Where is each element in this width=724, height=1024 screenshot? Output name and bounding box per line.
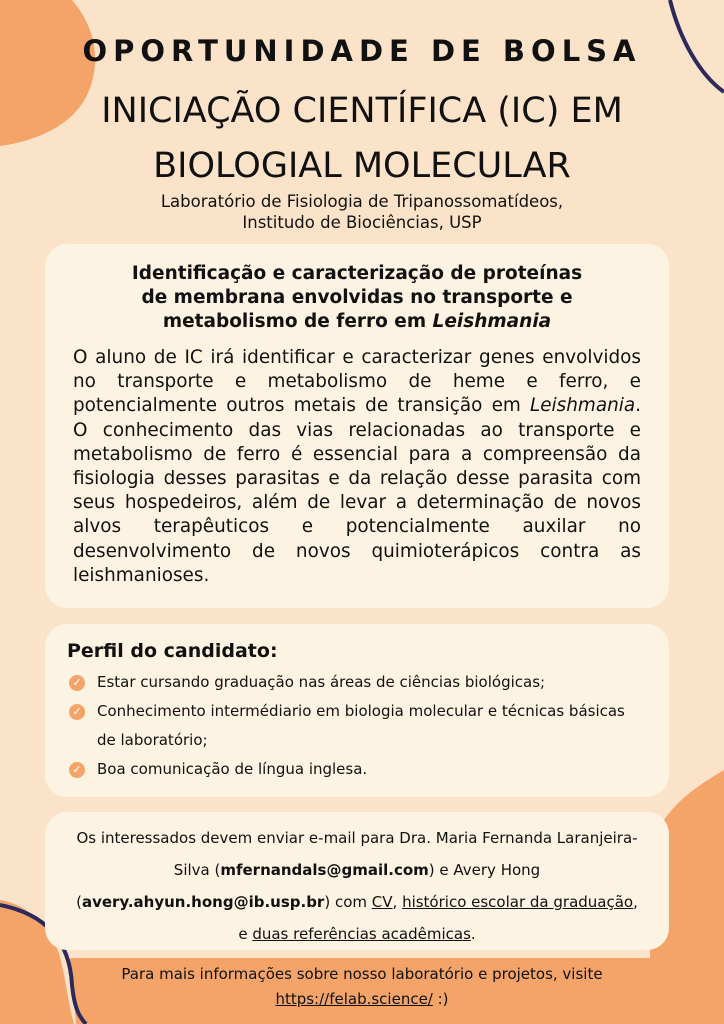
contact-part-1: Os interessados devem enviar e-mail para Dra. Maria Fernanda Laranjeira-Silva ( (76, 829, 638, 879)
project-card (45, 244, 669, 608)
contact-part-2: ) e Avery Hong ( (76, 861, 541, 911)
list-item (67, 755, 647, 784)
check-icon: ✓ (69, 762, 85, 778)
kicker-heading: OPORTUNIDADE DE BOLSA (82, 34, 642, 68)
lab-line-1: Laboratório de Fisiologia de Tripanossomatídeos, (160, 192, 564, 211)
footer (0, 962, 724, 1012)
title-line-2: BIOLOGIAL MOLECULAR (153, 146, 571, 186)
project-title-organism: Leishmania (432, 311, 552, 332)
email-link-2[interactable]: avery.ahyun.hong@ib.usp.br (81, 893, 325, 911)
contact-text (71, 822, 643, 950)
project-title-line-3: metabolismo de ferro em (162, 311, 433, 332)
profile-list (67, 668, 647, 784)
profile-heading: Perfil do candidato: (67, 640, 278, 662)
footer-text: Para mais informações sobre nosso laboratório e projetos, visite (121, 965, 603, 983)
list-item (67, 697, 647, 755)
project-description (73, 346, 641, 588)
project-title (73, 262, 641, 334)
contact-sep-2: , e (238, 893, 638, 943)
contact-end: . (470, 925, 476, 943)
referencias-link[interactable]: duas referências acadêmicas (252, 925, 471, 943)
desc-part-2: . O conhecimento das vias relacionadas ao transporte e metabolismo de ferro é essencial para a compreensão da fisiologia desses parasitas e da relação desse parasita com seus hospedeiros, além de levar a determinação de novos alvos terapêuticos e potencialmente auxilar no desenvolvimento de novos quimioterápicos contra as leishmanioses. (73, 395, 641, 586)
contact-sep-1: , (392, 893, 403, 911)
contact-card (45, 812, 669, 950)
contact-part-3: ) com (324, 893, 372, 911)
list-item (67, 668, 647, 697)
lab-affiliation (0, 191, 724, 233)
desc-organism: Leishmania (530, 395, 636, 417)
desc-part-1: O aluno de IC irá identificar e caracterizar genes envolvidos no transporte e metabolismo de heme e ferro, e potencialmente outros metais de transição em (73, 347, 641, 417)
email-link-1[interactable]: mfernandals@gmail.com (220, 861, 429, 879)
cv-link[interactable]: CV (371, 893, 393, 911)
profile-card (45, 624, 669, 797)
footer-link-line (0, 987, 724, 1012)
page-title (0, 84, 724, 194)
title-line-1: INICIAÇÃO CIENTÍFICA (IC) EM (101, 91, 623, 131)
list-item-text: Conhecimento intermédiario em biologia molecular e técnicas básicas de laboratório; (97, 702, 625, 749)
project-title-line-1: Identificação e caracterização de proteínas (131, 263, 583, 284)
project-title-line-2: de membrana envolvidas no transporte e (141, 287, 573, 308)
check-icon: ✓ (69, 704, 85, 720)
check-icon: ✓ (69, 675, 85, 691)
lab-line-2: Institudo de Biociências, USP (242, 213, 482, 232)
smiley: :) (432, 990, 449, 1008)
list-item-text: Estar cursando graduação nas áreas de ciências biológicas; (97, 673, 546, 691)
website-link[interactable]: https://felab.science/ (275, 990, 433, 1008)
historico-link[interactable]: histórico escolar da graduação (402, 893, 634, 911)
list-item-text: Boa comunicação de língua inglesa. (97, 760, 368, 778)
